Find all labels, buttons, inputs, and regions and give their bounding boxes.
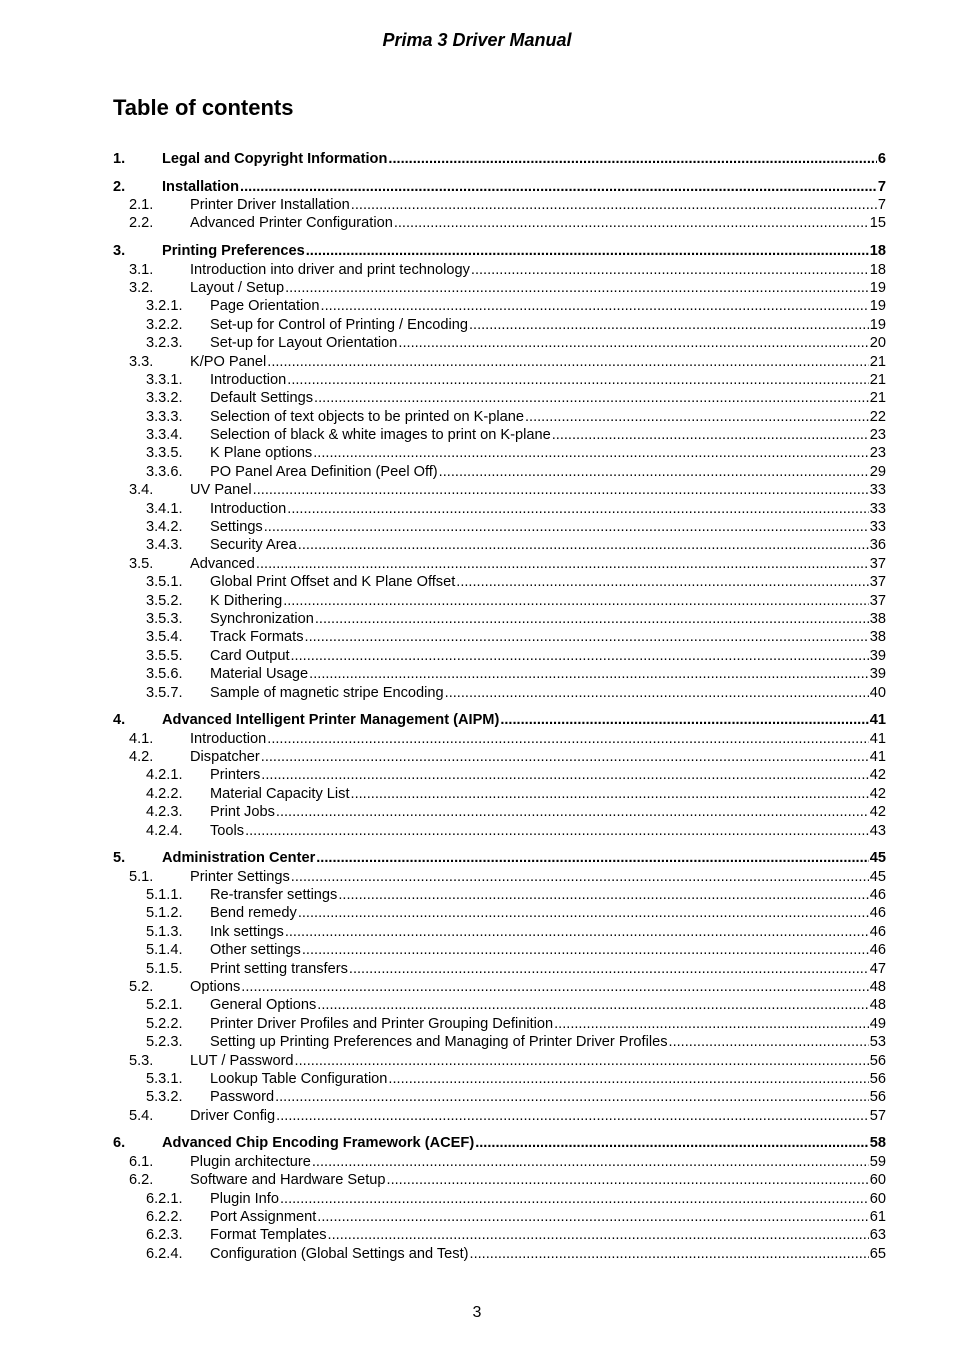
toc-entry-page: 33	[869, 482, 886, 499]
dot-leader	[256, 555, 869, 573]
toc-entry-label: Advanced Intelligent Printer Management (AIPM)	[162, 712, 500, 729]
toc-entry-page: 47	[869, 960, 886, 977]
toc-entry-number: 3.5.	[129, 555, 154, 572]
toc-entry-label: Tools	[210, 822, 245, 839]
toc-entry[interactable]	[113, 610, 886, 628]
toc-entry-number: 3.4.1.	[146, 500, 183, 517]
dot-leader	[283, 592, 869, 610]
dot-leader	[439, 463, 869, 481]
toc-entry-number: 2.2.	[129, 215, 154, 232]
toc-entry-number: 3.2.	[129, 279, 154, 296]
table-of-contents	[113, 150, 886, 1263]
toc-entry-page: 40	[869, 684, 886, 701]
toc-entry-label: Dispatcher	[190, 749, 260, 765]
dot-leader	[552, 426, 869, 444]
dot-leader	[669, 1033, 869, 1051]
toc-entry-label: Print setting transfers	[210, 960, 348, 977]
dot-leader	[338, 886, 868, 904]
toc-entry[interactable]	[113, 730, 886, 748]
toc-entry-number: 5.1.1.	[146, 887, 183, 904]
dot-leader	[314, 389, 869, 407]
toc-entry-label: Printer Driver Installation	[190, 197, 350, 214]
toc-entry-page: 21	[869, 353, 886, 370]
toc-entry-label: Printers	[210, 767, 261, 784]
toc-entry-page: 19	[869, 316, 886, 333]
toc-entry[interactable]	[113, 481, 886, 499]
toc-entry[interactable]	[113, 353, 886, 371]
toc-entry-label: Format Templates	[210, 1227, 327, 1244]
toc-entry[interactable]	[113, 297, 886, 315]
toc-entry-page: 18	[869, 243, 886, 260]
toc-entry-page: 60	[869, 1172, 886, 1189]
toc-entry-label: Advanced Printer Configuration	[190, 215, 393, 232]
running-header: Prima 3 Driver Manual	[382, 30, 572, 50]
toc-entry-page: 48	[869, 997, 886, 1014]
toc-entry-number: 5.1.5.	[146, 960, 183, 977]
dot-leader	[351, 785, 869, 803]
toc-entry-label: K Dithering	[210, 592, 283, 609]
toc-entry-label: Default Settings	[210, 390, 314, 407]
toc-entry-page: 41	[869, 730, 886, 747]
toc-entry-number: 3.	[113, 243, 126, 260]
toc-entry-label: Print Jobs	[210, 804, 275, 821]
toc-entry-page: 39	[869, 647, 886, 664]
toc-entry-page: 56	[869, 1052, 886, 1069]
toc-entry[interactable]	[113, 748, 886, 766]
toc-entry-number: 5.2.3.	[146, 1034, 183, 1051]
toc-entry-page: 48	[869, 978, 886, 995]
dot-leader	[240, 178, 877, 196]
toc-entry-number: 3.5.1.	[146, 574, 183, 591]
toc-entry-number: 4.2.4.	[146, 822, 183, 839]
toc-entry-number: 3.3.2.	[146, 390, 183, 407]
dot-leader	[321, 297, 869, 315]
toc-entry-page: 53	[869, 1034, 886, 1051]
dot-leader	[456, 573, 869, 591]
toc-entry-label: Driver Config	[190, 1107, 276, 1124]
page-number: 3	[472, 1304, 482, 1321]
toc-entry[interactable]	[113, 1107, 886, 1125]
toc-entry-number: 6.2.2.	[146, 1208, 183, 1225]
toc-entry-label: Legal and Copyright Information	[162, 151, 388, 167]
toc-entry[interactable]	[113, 573, 886, 591]
toc-entry[interactable]	[113, 822, 886, 840]
toc-entry-number: 3.5.6.	[146, 666, 183, 683]
dot-leader	[287, 500, 869, 518]
toc-entry-number: 5.1.4.	[146, 942, 183, 959]
toc-entry-label: Global Print Offset and K Plane Offset	[210, 574, 456, 591]
toc-entry-page: 7	[877, 197, 886, 214]
dot-leader	[445, 684, 869, 702]
toc-entry-label: Sample of magnetic stripe Encoding	[210, 684, 444, 701]
toc-entry-label: Material Usage	[210, 666, 309, 683]
toc-entry-number: 5.3.2.	[146, 1089, 183, 1106]
toc-entry[interactable]	[113, 150, 886, 168]
dot-leader	[316, 849, 869, 867]
toc-entry-page: 49	[869, 1015, 886, 1032]
dot-leader	[388, 1070, 868, 1088]
toc-entry-number: 3.5.5.	[146, 647, 183, 664]
toc-entry-page: 19	[869, 279, 886, 296]
toc-entry-number: 3.4.3.	[146, 537, 183, 554]
dot-leader	[241, 978, 868, 996]
toc-entry-label: Setting up Printing Preferences and Managing of Printer Driver Profiles	[210, 1034, 668, 1051]
toc-entry-number: 5.2.1.	[146, 997, 183, 1014]
toc-entry-label: Other settings	[210, 942, 301, 959]
toc-entry-label: Printer Driver Profiles and Printer Grouping Definition	[210, 1015, 554, 1032]
toc-entry-label: K/PO Panel	[190, 353, 267, 370]
toc-entry-page: 21	[869, 390, 886, 407]
toc-entry-page: 42	[869, 785, 886, 802]
toc-entry[interactable]	[113, 647, 886, 665]
toc-entry-label: General Options	[210, 997, 317, 1014]
toc-entry[interactable]	[113, 1171, 886, 1189]
toc-entry-label: Configuration (Global Settings and Test)	[210, 1245, 469, 1262]
toc-entry-label: Printing Preferences	[162, 243, 305, 260]
toc-entry-label: Layout / Setup	[190, 279, 285, 296]
dot-leader	[306, 242, 869, 260]
toc-entry[interactable]	[113, 1052, 886, 1070]
toc-entry-number: 5.1.2.	[146, 905, 183, 922]
toc-entry-number: 6.2.4.	[146, 1245, 183, 1262]
dot-leader	[298, 536, 869, 554]
dot-leader	[295, 1052, 869, 1070]
toc-entry-number: 4.2.2.	[146, 785, 183, 802]
toc-entry[interactable]	[113, 711, 886, 729]
toc-entry-label: Lookup Table Configuration	[210, 1070, 388, 1087]
toc-entry-page: 43	[869, 822, 886, 839]
toc-entry-label: Port Assignment	[210, 1208, 317, 1225]
toc-entry[interactable]	[113, 1134, 886, 1152]
toc-entry-page: 7	[877, 178, 886, 195]
dot-leader	[253, 481, 869, 499]
dot-leader	[394, 214, 869, 232]
toc-entry-page: 23	[869, 445, 886, 462]
toc-entry-label: Settings	[210, 519, 263, 536]
toc-entry-label: Advanced Chip Encoding Framework (ACEF)	[162, 1135, 475, 1152]
toc-entry-page: 45	[869, 850, 886, 867]
toc-entry-label: Advanced	[190, 555, 255, 572]
toc-entry-page: 46	[869, 887, 886, 904]
toc-entry-number: 3.5.4.	[146, 629, 183, 646]
toc-entry-page: 56	[869, 1070, 886, 1087]
dot-leader	[388, 150, 876, 168]
toc-entry-number: 4.	[113, 712, 126, 729]
toc-entry-page: 46	[869, 942, 886, 959]
dot-leader	[525, 408, 869, 426]
toc-entry[interactable]	[113, 1070, 886, 1088]
toc-entry-label: Ink settings	[210, 923, 284, 940]
toc-entry-number: 3.3.	[129, 353, 154, 370]
toc-entry[interactable]	[113, 334, 886, 352]
dot-leader	[285, 923, 869, 941]
toc-entry[interactable]	[113, 518, 886, 536]
dot-leader	[351, 196, 877, 214]
dot-leader	[285, 279, 869, 297]
dot-leader	[469, 316, 869, 334]
toc-entry-number: 3.3.3.	[146, 408, 183, 425]
toc-entry-number: 4.1.	[129, 730, 154, 747]
toc-entry-page: 37	[869, 555, 886, 572]
toc-entry-label: Material Capacity List	[210, 785, 350, 802]
toc-entry-page: 21	[869, 371, 886, 388]
toc-entry-number: 2.1.	[129, 197, 154, 214]
toc-entry[interactable]	[113, 592, 886, 610]
toc-entry-number: 3.3.6.	[146, 463, 183, 480]
toc-entry[interactable]	[113, 960, 886, 978]
dot-leader	[280, 1190, 869, 1208]
toc-entry-page: 6	[877, 151, 886, 167]
toc-entry-label: Introduction	[210, 500, 287, 517]
toc-entry-number: 3.1.	[129, 261, 154, 278]
toc-entry[interactable]	[113, 665, 886, 683]
dot-leader	[387, 1171, 869, 1189]
toc-entry-label: Introduction into driver and print technology	[190, 261, 470, 278]
toc-entry-page: 57	[869, 1107, 886, 1124]
toc-entry-number: 2.	[113, 178, 126, 195]
dot-leader	[315, 610, 869, 628]
toc-entry-page: 39	[869, 666, 886, 683]
toc-entry[interactable]	[113, 214, 886, 232]
toc-entry-page: 59	[869, 1153, 886, 1170]
dot-leader	[312, 1153, 869, 1171]
toc-entry-number: 3.2.2.	[146, 316, 183, 333]
toc-entry-number: 4.2.	[129, 749, 154, 765]
toc-entry-page: 19	[869, 298, 886, 315]
toc-entry-page: 15	[869, 215, 886, 232]
toc-entry-number: 3.5.3.	[146, 610, 183, 627]
dot-leader	[261, 748, 869, 766]
page-title: Table of contents	[113, 95, 294, 120]
toc-entry-page: 58	[869, 1135, 886, 1152]
toc-entry-number: 3.4.	[129, 482, 154, 499]
toc-entry-page: 38	[869, 629, 886, 646]
toc-entry-number: 6.2.3.	[146, 1227, 183, 1244]
toc-entry[interactable]	[113, 242, 886, 260]
toc-entry[interactable]	[113, 904, 886, 922]
toc-entry-label: Plugin architecture	[190, 1153, 311, 1170]
dot-leader	[471, 261, 869, 279]
toc-entry-label: Administration Center	[162, 850, 316, 867]
toc-entry-page: 22	[869, 408, 886, 425]
toc-entry-label: Track Formats	[210, 629, 304, 646]
toc-entry[interactable]	[113, 684, 886, 702]
toc-entry[interactable]	[113, 500, 886, 518]
toc-entry-label: Introduction	[210, 371, 287, 388]
dot-leader	[349, 960, 869, 978]
toc-entry-label: Introduction	[190, 730, 267, 747]
toc-entry-page: 18	[869, 261, 886, 278]
toc-entry[interactable]	[113, 444, 886, 462]
toc-entry[interactable]	[113, 1190, 886, 1208]
toc-entry-page: 63	[869, 1227, 886, 1244]
toc-entry[interactable]	[113, 785, 886, 803]
toc-entry-page: 46	[869, 923, 886, 940]
toc-entry[interactable]	[113, 555, 886, 573]
toc-entry-number: 5.3.1.	[146, 1070, 183, 1087]
toc-entry-page: 37	[869, 592, 886, 609]
toc-entry[interactable]	[113, 1088, 886, 1106]
dot-leader	[267, 353, 869, 371]
toc-entry-label: Options	[190, 978, 241, 995]
dot-leader	[287, 371, 869, 389]
toc-entry-number: 5.2.	[129, 978, 154, 995]
toc-entry-number: 3.2.1.	[146, 298, 183, 315]
toc-entry-number: 1.	[113, 151, 126, 167]
dot-leader	[275, 1088, 869, 1106]
dot-leader	[313, 444, 869, 462]
dot-leader	[500, 711, 868, 729]
dot-leader	[245, 822, 869, 840]
dot-leader	[305, 628, 869, 646]
toc-entry-page: 29	[869, 463, 886, 480]
toc-entry[interactable]	[113, 1153, 886, 1171]
toc-entry-label: K Plane options	[210, 445, 313, 462]
toc-entry-label: LUT / Password	[190, 1052, 294, 1069]
toc-entry-page: 45	[869, 868, 886, 885]
toc-entry-label: Installation	[162, 178, 240, 195]
toc-entry-number: 6.2.1.	[146, 1190, 183, 1207]
toc-entry-label: Selection of black & white images to print on K-plane	[210, 427, 551, 444]
toc-entry-number: 3.3.4.	[146, 427, 183, 444]
dot-leader	[291, 868, 869, 886]
toc-entry-page: 20	[869, 335, 886, 352]
toc-entry-number: 5.3.	[129, 1052, 154, 1069]
toc-entry[interactable]	[113, 426, 886, 444]
toc-entry-page: 42	[869, 804, 886, 821]
toc-entry-number: 5.1.	[129, 868, 154, 885]
toc-entry[interactable]	[113, 1245, 886, 1263]
toc-entry-label: Page Orientation	[210, 298, 320, 315]
dot-leader	[554, 1015, 869, 1033]
dot-leader	[317, 996, 868, 1014]
toc-entry-label: UV Panel	[190, 482, 252, 499]
toc-entry-label: Password	[210, 1089, 275, 1106]
toc-entry-label: PO Panel Area Definition (Peel Off)	[210, 463, 438, 480]
toc-entry[interactable]	[113, 408, 886, 426]
toc-entry-number: 3.3.5.	[146, 445, 183, 462]
toc-entry[interactable]	[113, 536, 886, 554]
toc-entry-page: 56	[869, 1089, 886, 1106]
toc-entry-number: 3.5.7.	[146, 684, 183, 701]
dot-leader	[309, 665, 869, 683]
toc-entry[interactable]	[113, 849, 886, 867]
toc-entry[interactable]	[113, 923, 886, 941]
toc-entry-number: 5.	[113, 850, 126, 867]
toc-entry-page: 33	[869, 500, 886, 517]
toc-entry-label: Synchronization	[210, 610, 314, 627]
toc-entry-number: 6.2.	[129, 1172, 154, 1189]
toc-entry-label: Selection of text objects to be printed on K-plane	[210, 408, 524, 425]
dot-leader	[470, 1245, 869, 1263]
toc-entry-page: 60	[869, 1190, 886, 1207]
toc-entry-label: Software and Hardware Setup	[190, 1172, 386, 1189]
toc-entry-label: Security Area	[210, 537, 297, 554]
toc-entry[interactable]	[113, 628, 886, 646]
toc-entry[interactable]	[113, 196, 886, 214]
toc-entry-number: 5.1.3.	[146, 923, 183, 940]
dot-leader	[317, 1208, 869, 1226]
toc-entry-number: 3.4.2.	[146, 519, 183, 536]
toc-entry-number: 4.2.1.	[146, 767, 183, 784]
dot-leader	[264, 518, 869, 536]
toc-entry-label: Card Output	[210, 647, 290, 664]
toc-entry[interactable]	[113, 1033, 886, 1051]
toc-entry-number: 3.3.1.	[146, 371, 183, 388]
toc-entry[interactable]	[113, 316, 886, 334]
dot-leader	[261, 766, 868, 784]
toc-entry[interactable]	[113, 803, 886, 821]
dot-leader	[302, 941, 869, 959]
dot-leader	[328, 1226, 869, 1244]
toc-entry[interactable]	[113, 868, 886, 886]
toc-entry-number: 5.4.	[129, 1107, 154, 1124]
toc-entry-page: 38	[869, 610, 886, 627]
toc-entry[interactable]	[113, 279, 886, 297]
toc-entry-page: 23	[869, 427, 886, 444]
toc-entry-page: 37	[869, 574, 886, 591]
toc-entry[interactable]	[113, 978, 886, 996]
toc-entry-page: 41	[869, 749, 886, 765]
toc-entry-page: 65	[869, 1245, 886, 1262]
toc-entry-label: Set-up for Layout Orientation	[210, 335, 398, 352]
toc-entry[interactable]	[113, 389, 886, 407]
toc-entry-label: Plugin Info	[210, 1190, 279, 1207]
toc-entry-number: 5.2.2.	[146, 1015, 183, 1032]
toc-entry-page: 36	[869, 537, 886, 554]
toc-entry[interactable]	[113, 463, 886, 481]
dot-leader	[398, 334, 868, 352]
toc-entry[interactable]	[113, 941, 886, 959]
toc-entry-number: 3.5.2.	[146, 592, 183, 609]
toc-entry-number: 6.1.	[129, 1153, 154, 1170]
toc-entry[interactable]	[113, 766, 886, 784]
toc-entry[interactable]	[113, 886, 886, 904]
toc-entry[interactable]	[113, 178, 886, 196]
toc-entry-number: 4.2.3.	[146, 804, 183, 821]
toc-entry-page: 61	[869, 1208, 886, 1225]
toc-entry-number: 3.2.3.	[146, 335, 183, 352]
dot-leader	[291, 647, 869, 665]
toc-entry[interactable]	[113, 1226, 886, 1244]
toc-entry[interactable]	[113, 996, 886, 1014]
toc-entry[interactable]	[113, 371, 886, 389]
toc-entry-label: Set-up for Control of Printing / Encoding	[210, 316, 468, 333]
toc-entry[interactable]	[113, 261, 886, 279]
toc-entry-label: Bend remedy	[210, 905, 297, 922]
dot-leader	[298, 904, 869, 922]
toc-entry-page: 41	[869, 712, 886, 729]
toc-entry-page: 42	[869, 767, 886, 784]
dot-leader	[267, 730, 869, 748]
toc-entry-number: 6.	[113, 1135, 126, 1152]
toc-entry[interactable]	[113, 1015, 886, 1033]
toc-entry[interactable]	[113, 1208, 886, 1226]
dot-leader	[475, 1134, 869, 1152]
dot-leader	[276, 1107, 869, 1125]
toc-entry-label: Re-transfer settings	[210, 887, 338, 904]
toc-entry-page: 46	[869, 905, 886, 922]
toc-entry-label: Printer Settings	[190, 868, 290, 885]
dot-leader	[276, 803, 869, 821]
toc-entry-page: 33	[869, 519, 886, 536]
